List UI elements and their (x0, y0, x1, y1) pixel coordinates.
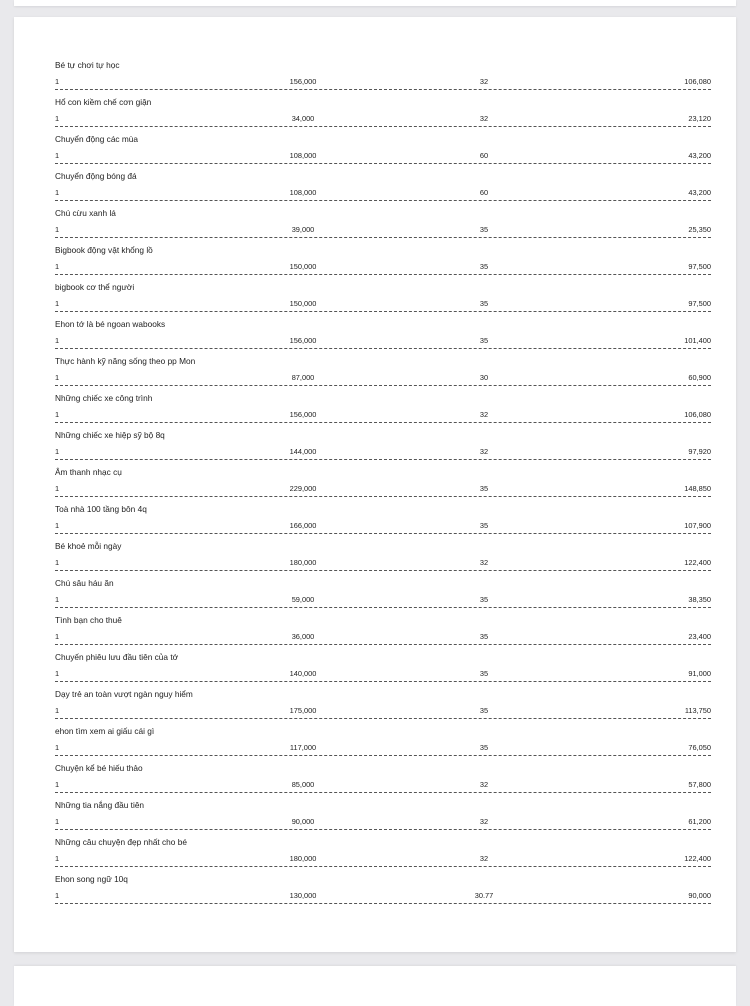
item-total: 148,850 (684, 484, 711, 493)
item-total: 97,920 (688, 447, 711, 456)
item-values-row (55, 706, 711, 718)
item-price: 180,000 (289, 558, 317, 567)
item-name: Bigbook động vật khổng lồ (55, 245, 153, 255)
item-name: Chuyện kể bé hiếu thảo (55, 763, 143, 773)
item-values-row (55, 225, 711, 237)
item-discount: 35 (479, 706, 489, 715)
item-name: Những chiếc xe hiệp sỹ bộ 8q (55, 430, 165, 440)
item-values-row (55, 632, 711, 644)
item-quantity: 1 (55, 891, 60, 900)
item-name: Thực hành kỹ năng sống theo pp Mon (55, 356, 196, 366)
item-values-row (55, 373, 711, 385)
order-item-list (55, 59, 711, 910)
item-discount: 60 (479, 151, 489, 160)
item-name: Những tia nắng đầu tiên (55, 800, 145, 810)
list-item (55, 355, 711, 392)
item-discount: 32 (479, 77, 489, 86)
item-price: 87,000 (291, 373, 315, 382)
item-total: 76,050 (688, 743, 711, 752)
item-discount: 32 (479, 817, 489, 826)
item-price: 108,000 (289, 151, 317, 160)
item-quantity: 1 (55, 595, 60, 604)
dashed-separator (55, 607, 711, 608)
item-name: Chuyển động các mùa (55, 134, 139, 144)
item-quantity: 1 (55, 225, 60, 234)
dashed-separator (55, 533, 711, 534)
dashed-separator (55, 496, 711, 497)
item-quantity: 1 (55, 669, 60, 678)
list-item (55, 281, 711, 318)
item-values-row (55, 114, 711, 126)
item-quantity: 1 (55, 447, 60, 456)
item-name: Chuyến phiêu lưu đầu tiên của tớ (55, 652, 179, 662)
item-price: 108,000 (289, 188, 317, 197)
list-item (55, 651, 711, 688)
item-total: 106,080 (684, 77, 711, 86)
item-quantity: 1 (55, 817, 60, 826)
item-price: 39,000 (291, 225, 315, 234)
list-item (55, 133, 711, 170)
list-item (55, 429, 711, 466)
item-price: 34,000 (291, 114, 315, 123)
item-price: 140,000 (289, 669, 317, 678)
item-total: 113,750 (684, 706, 711, 715)
item-values-row (55, 854, 711, 866)
list-item (55, 799, 711, 836)
list-item (55, 540, 711, 577)
dashed-separator (55, 311, 711, 312)
item-name: Ehon tớ là bé ngoan wabooks (55, 319, 166, 329)
item-quantity: 1 (55, 299, 60, 308)
item-discount: 30.77 (474, 891, 494, 900)
list-item (55, 392, 711, 429)
item-total: 97,500 (688, 262, 711, 271)
item-discount: 32 (479, 780, 489, 789)
item-total: 43,200 (688, 188, 711, 197)
item-discount: 35 (479, 669, 489, 678)
dashed-separator (55, 903, 711, 904)
list-item (55, 688, 711, 725)
item-values-row (55, 151, 711, 163)
item-total: 101,400 (684, 336, 711, 345)
item-name: bigbook cơ thể người (55, 282, 135, 292)
item-quantity: 1 (55, 558, 60, 567)
item-discount: 35 (479, 299, 489, 308)
dashed-separator (55, 422, 711, 423)
dashed-separator (55, 866, 711, 867)
item-price: 229,000 (289, 484, 317, 493)
item-name: Chú sâu háu ăn (55, 578, 114, 588)
item-quantity: 1 (55, 780, 60, 789)
item-values-row (55, 299, 711, 311)
dashed-separator (55, 681, 711, 682)
item-total: 106,080 (684, 410, 711, 419)
item-total: 107,900 (684, 521, 711, 530)
item-price: 180,000 (289, 854, 317, 863)
item-values-row (55, 891, 711, 903)
item-discount: 35 (479, 595, 489, 604)
next-page-edge (14, 966, 736, 1006)
dashed-separator (55, 459, 711, 460)
item-total: 38,350 (688, 595, 711, 604)
item-total: 57,800 (688, 780, 711, 789)
item-name: Toà nhà 100 tầng bôn 4q (55, 504, 147, 514)
item-name: Bé khoẻ mỗi ngày (55, 541, 122, 551)
dashed-separator (55, 755, 711, 756)
item-price: 156,000 (289, 336, 317, 345)
item-price: 144,000 (289, 447, 317, 456)
item-name: Âm thanh nhạc cụ (55, 467, 122, 477)
list-item (55, 59, 711, 96)
item-price: 59,000 (291, 595, 315, 604)
item-discount: 60 (479, 188, 489, 197)
item-total: 25,350 (688, 225, 711, 234)
item-quantity: 1 (55, 373, 60, 382)
item-discount: 35 (479, 743, 489, 752)
item-price: 150,000 (289, 299, 317, 308)
list-item (55, 577, 711, 614)
item-quantity: 1 (55, 484, 60, 493)
dashed-separator (55, 163, 711, 164)
item-quantity: 1 (55, 336, 60, 345)
item-discount: 35 (479, 225, 489, 234)
item-values-row (55, 558, 711, 570)
list-item (55, 614, 711, 651)
item-price: 90,000 (291, 817, 315, 826)
item-discount: 35 (479, 262, 489, 271)
dashed-separator (55, 126, 711, 127)
item-values-row (55, 521, 711, 533)
list-item (55, 244, 711, 281)
item-name: Chuyển động bóng đá (55, 171, 137, 181)
item-discount: 32 (479, 854, 489, 863)
item-values-row (55, 262, 711, 274)
item-discount: 32 (479, 410, 489, 419)
dashed-separator (55, 644, 711, 645)
item-name: Chú cừu xanh lá (55, 208, 116, 218)
list-item (55, 725, 711, 762)
dashed-separator (55, 200, 711, 201)
item-discount: 35 (479, 521, 489, 530)
item-total: 23,120 (688, 114, 711, 123)
item-total: 122,400 (684, 558, 711, 567)
item-price: 175,000 (289, 706, 317, 715)
list-item (55, 96, 711, 133)
item-values-row (55, 595, 711, 607)
item-name: ehon tìm xem ai giấu cái gì (55, 726, 155, 736)
item-total: 90,000 (688, 891, 711, 900)
item-quantity: 1 (55, 706, 60, 715)
item-values-row (55, 669, 711, 681)
item-quantity: 1 (55, 521, 60, 530)
item-name: Bé tự chơi tự học (55, 60, 120, 70)
dashed-separator (55, 829, 711, 830)
dashed-separator (55, 385, 711, 386)
item-name: Ehon song ngữ 10q (55, 874, 128, 884)
item-price: 117,000 (289, 743, 317, 752)
list-item (55, 318, 711, 355)
list-item (55, 503, 711, 540)
item-values-row (55, 484, 711, 496)
item-price: 166,000 (289, 521, 317, 530)
item-price: 150,000 (289, 262, 317, 271)
item-values-row (55, 77, 711, 89)
item-name: Dạy trẻ an toàn vượt ngàn nguy hiểm (55, 689, 193, 699)
item-price: 156,000 (289, 410, 317, 419)
item-values-row (55, 817, 711, 829)
dashed-separator (55, 718, 711, 719)
dashed-separator (55, 274, 711, 275)
item-name: Những câu chuyện đẹp nhất cho bé (55, 837, 187, 847)
dashed-separator (55, 89, 711, 90)
item-discount: 35 (479, 632, 489, 641)
item-values-row (55, 336, 711, 348)
item-quantity: 1 (55, 743, 60, 752)
document-page (14, 17, 736, 952)
previous-page-edge (14, 0, 736, 6)
item-values-row (55, 447, 711, 459)
item-values-row (55, 188, 711, 200)
item-discount: 35 (479, 336, 489, 345)
dashed-separator (55, 237, 711, 238)
item-total: 60,900 (688, 373, 711, 382)
dashed-separator (55, 570, 711, 571)
item-discount: 35 (479, 484, 489, 493)
item-quantity: 1 (55, 188, 60, 197)
item-price: 85,000 (291, 780, 315, 789)
item-total: 122,400 (684, 854, 711, 863)
item-quantity: 1 (55, 77, 60, 86)
item-quantity: 1 (55, 262, 60, 271)
item-quantity: 1 (55, 854, 60, 863)
item-name: Hổ con kiềm chế cơn giận (55, 97, 152, 107)
list-item (55, 762, 711, 799)
item-price: 36,000 (291, 632, 315, 641)
item-total: 91,000 (688, 669, 711, 678)
item-values-row (55, 410, 711, 422)
dashed-separator (55, 792, 711, 793)
item-discount: 32 (479, 114, 489, 123)
item-name: Tình bạn cho thuê (55, 615, 122, 625)
dashed-separator (55, 348, 711, 349)
list-item (55, 836, 711, 873)
item-total: 23,400 (688, 632, 711, 641)
item-total: 61,200 (688, 817, 711, 826)
item-quantity: 1 (55, 151, 60, 160)
item-quantity: 1 (55, 410, 60, 419)
list-item (55, 873, 711, 910)
item-quantity: 1 (55, 632, 60, 641)
item-quantity: 1 (55, 114, 60, 123)
item-values-row (55, 780, 711, 792)
item-discount: 30 (479, 373, 489, 382)
item-price: 130,000 (289, 891, 317, 900)
list-item (55, 207, 711, 244)
item-values-row (55, 743, 711, 755)
item-total: 43,200 (688, 151, 711, 160)
list-item (55, 170, 711, 207)
item-discount: 32 (479, 447, 489, 456)
item-total: 97,500 (688, 299, 711, 308)
list-item (55, 466, 711, 503)
item-discount: 32 (479, 558, 489, 567)
item-name: Những chiếc xe công trình (55, 393, 153, 403)
item-price: 156,000 (289, 77, 317, 86)
